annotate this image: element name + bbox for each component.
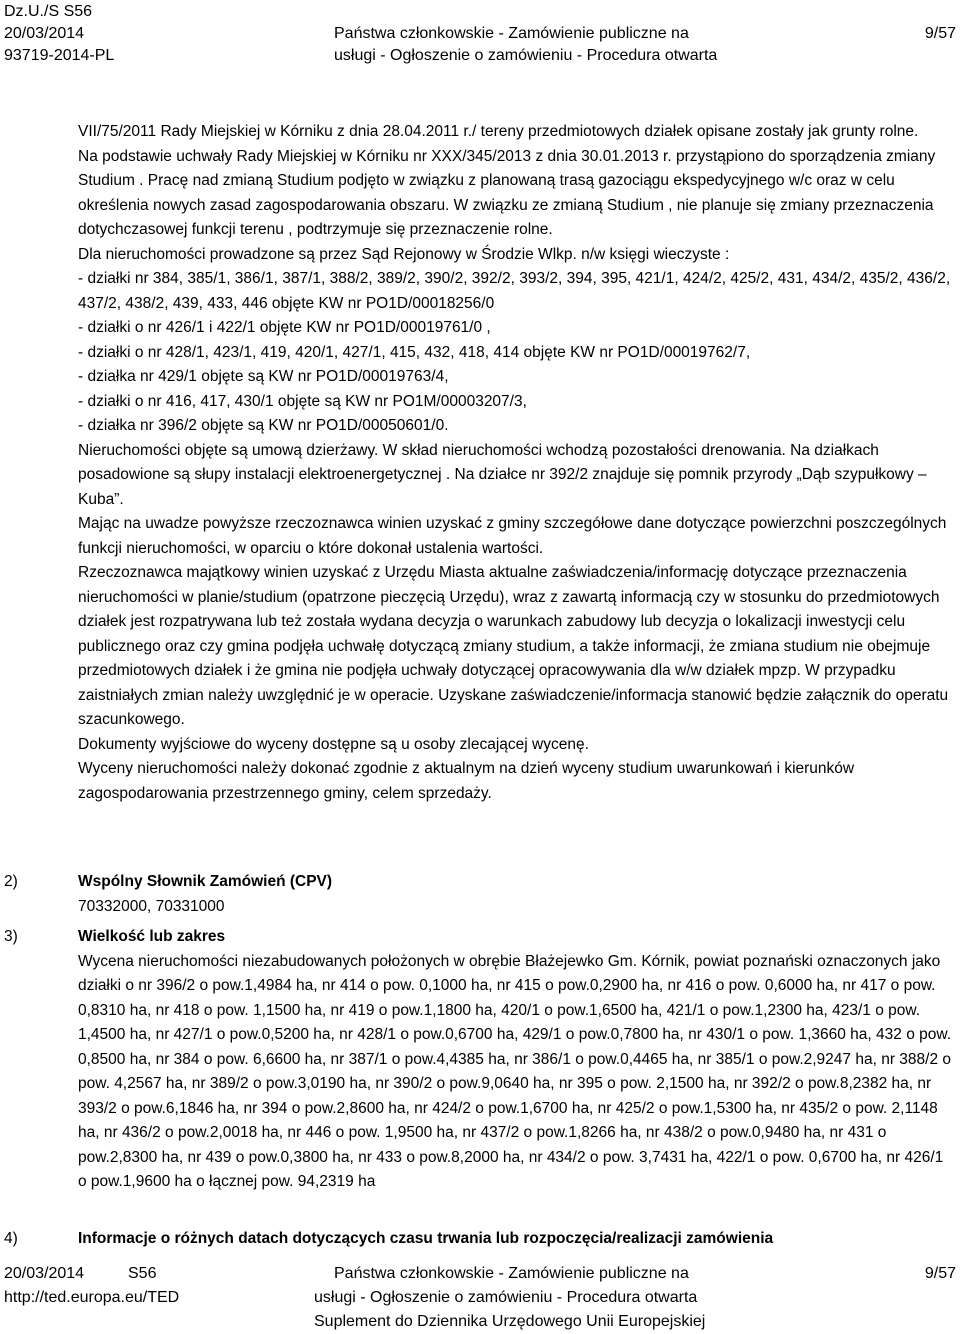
body-paragraph: - działka nr 396/2 objęte są KW nr PO1D/00050601/0. (78, 417, 449, 434)
section-title: Informacje o różnych datach dotyczących czasu trwania lub rozpoczęcia/realizacji zamówienia (78, 1230, 774, 1247)
header-title-line2: usługi - Ogłoszenie o zamówieniu - Procedura otwarta (334, 47, 718, 64)
section-title: Wielkość lub zakres (78, 928, 226, 945)
section-number: 3) (4, 928, 18, 945)
footer-page-number: 9/57 (924, 1265, 956, 1282)
body-paragraph: Dla nieruchomości prowadzone są przez Sąd Rejonowy w Środzie Wlkp. n/w księgi wieczyste : (78, 245, 730, 263)
section-content: 70332000, 70331000 (78, 897, 225, 915)
body-paragraph: - działka nr 429/1 objęte są KW nr PO1D/00019763/4, (78, 368, 449, 385)
header-doc-ref: Dz.U./S S56 (4, 3, 93, 20)
body-paragraph: Rzeczoznawca majątkowy winien uzyskać z Urzędu Miasta aktualne zaświadczenia/informację dotyczące przeznaczenia nieruchomości w planie/studium (opatrzone pieczęcią Urzędu), wraz z zawartą informacją czy w stosunku do przedmiotowych działek jest rozpatrywana lub też została wydana decyzja o warunkach zabudowy lub decyzja o lokalizacji inwestycji celu publicznego oraz czy gmina podjęła uchwałę dotyczącą zmiany studium, a także informacji, że zmiana studium nie obejmuje przedmiotowych działek i że gmina nie podjęła uchwały dotyczącej opracowywania dla w/w działek mpzp. W przypadku zaistniałych zmian należy uwzględnić je w operacie. Uzyskane zaświadczenie/informacja stanowić będzie załącznik do operatu szacunkowego. (78, 564, 949, 728)
body-paragraph: - działki nr 384, 385/1, 386/1, 387/1, 388/2, 389/2, 390/2, 392/2, 393/2, 394, 395, 421/1, 424/2, 425/2, 431, 434/2, 435/2, 436/2, 437/2, 438/2, 439, 433, 446 objęte KW nr PO1D/00018256/0 (78, 270, 951, 312)
footer-supplement: Suplement do Dziennika Urzędowego Unii Europejskiej (314, 1313, 706, 1330)
header-date: 20/03/2014 (4, 25, 85, 42)
body-paragraph: Dokumenty wyjściowe do wyceny dostępne są u osoby zlecającej wycenę. (78, 735, 589, 753)
section-number: 4) (4, 1230, 18, 1247)
body-paragraph: Wyceny nieruchomości należy dokonać zgodnie z aktualnym na dzień wyceny studium uwarunkowań i kierunków zagospodarowania przestrzennego gminy, celem sprzedaży. (78, 760, 855, 802)
page-footer (0, 1262, 960, 1334)
header-page-number: 9/57 (924, 25, 956, 42)
body-paragraph: - działki o nr 426/1 i 422/1 objęte KW nr PO1D/00019761/0 , (78, 319, 491, 336)
footer-title-line2: usługi - Ogłoszenie o zamówieniu - Procedura otwarta (314, 1289, 698, 1306)
footer-series: S56 (128, 1265, 157, 1282)
header-title-line1: Państwa członkowskie - Zamówienie publiczne na (334, 25, 689, 42)
main-body-text (78, 120, 954, 806)
body-paragraph: - działki o nr 428/1, 423/1, 419, 420/1, 427/1, 415, 432, 418, 414 objęte KW nr PO1D/00019762/7, (78, 343, 751, 361)
section-number: 2) (4, 873, 18, 890)
body-paragraph: VII/75/2011 Rady Miejskiej w Kórniku z dnia 28.04.2011 r./ tereny przedmiotowych działek opisane zostały jak grunty rolne. (78, 123, 919, 140)
footer-url: http://ted.europa.eu/TED (4, 1289, 180, 1306)
body-paragraph: Nieruchomości objęte są umową dzierżawy. W skład nieruchomości wchodzą pozostałości drenowania. Na działkach posadowione są słupy instalacji elektroenergetycznej . Na działce nr 392/2 znajduje się pomnik przyrody „Dąb szypułkowy –Kuba”. (78, 441, 927, 508)
body-paragraph: - działki o nr 416, 417, 430/1 objęte są KW nr PO1M/00003207/3, (78, 392, 527, 410)
body-paragraph: Mając na uwadze powyższe rzeczoznawca winien uzyskać z gminy szczegółowe dane dotyczące powierzchni poszczególnych funkcji nieruchomości, w oparciu o które dokonał ustalenia wartości. (78, 515, 947, 557)
header-notice-id: 93719-2014-PL (4, 47, 115, 64)
body-paragraph: Na podstawie uchwały Rady Miejskiej w Kórniku nr XXX/345/2013 z dnia 30.01.2013 r. przystąpiono do sporządzenia zmiany Studium . Pracę nad zmianą Studium podjęto w związku z planowaną trasą gazociągu ekspedycyjnego w/c oraz w celu określenia nowych zasad zagospodarowania obszaru. W związku ze zmianą Studium , nie planuje się zmiany przeznaczenia dotychczasowej funkcji terenu , podtrzymuje się przeznaczenie rolne. (78, 147, 936, 238)
footer-date: 20/03/2014 (4, 1265, 85, 1282)
page-header (0, 0, 960, 80)
section-title: Wspólny Słownik Zamówień (CPV) (78, 873, 333, 890)
footer-title-line1: Państwa członkowskie - Zamówienie publiczne na (334, 1265, 689, 1282)
section-content: Wycena nieruchomości niezabudowanych położonych w obrębie Błażejewko Gm. Kórnik, powiat poznański oznaczonych jako działki o nr 396/2 o pow.1,4984 ha, nr 414 o pow. 0,1000 ha, nr 415 o pow.0,2900 ha, nr 416 o pow. 0,6000 ha, nr 417 o pow. 0,8310 ha, nr 418 o pow. 1,1500 ha, nr 419 o pow.1,1800 ha, 420/1 o pow.1,6500 ha, 421/1 o pow.1,2300 ha, 423/1 o pow. 1,4500 ha, nr 427/1 o pow.0,5200 ha, nr 428/1 o pow.0,6700 ha, 429/1 o pow.0,7800 ha, nr 430/1 o pow. 1,3660 ha, 432 o pow. 0,8500 ha, nr 384 o pow. 6,6600 ha, nr 387/1 o pow.4,4385 ha, nr 386/1 o pow.0,4465 ha, nr 385/1 o pow.2,9247 ha, nr 388/2 o pow. 4,2567 ha, nr 389/2 o pow.3,0190 ha, nr 390/2 o pow.9,0640 ha, nr 395 o pow. 2,1500 ha, nr 392/2 o pow.8,2382 ha, nr 393/2 o pow.6,1846 ha, nr 394 o pow.2,8600 ha, nr 424/2 o pow.1,6700 ha, nr 425/2 o pow.1,5300 ha, nr 435/2 o pow. 2,1148 ha, nr 436/2 o pow.2,0018 ha, nr 446 o pow. 1,9500 ha, nr 437/2 o pow.1,8266 ha, nr 438/2 o pow.0,9480 ha, nr 431 o pow.2,8300 ha, nr 439 o pow.0,3800 ha, nr 433 o pow.8,2000 ha, nr 434/2 o pow. 3,7431 ha, 422/1 o pow. 0,6700 ha, nr 426/1 o pow.1,9600 ha o łącznej pow. 94,2319 ha (78, 952, 952, 1190)
